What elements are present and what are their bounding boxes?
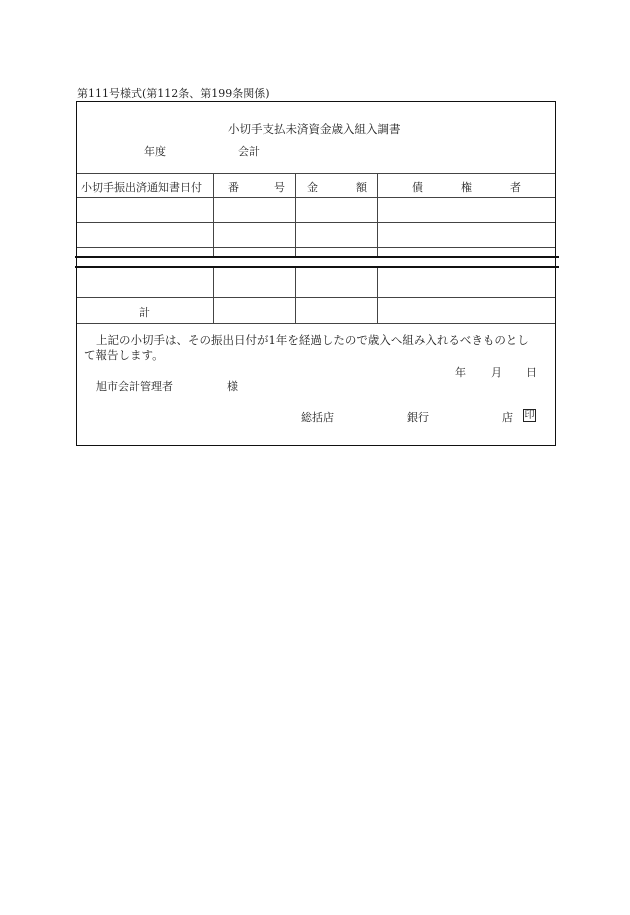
addressee-name: 旭市会計管理者 xyxy=(96,380,173,393)
header-creditor-3: 者 xyxy=(510,181,521,194)
branch-label: 店 xyxy=(502,411,513,424)
date-month-label: 月 xyxy=(491,366,502,379)
col-divider-1-lower xyxy=(213,268,214,323)
row-line-1 xyxy=(77,222,555,223)
table-break-line-upper xyxy=(75,256,559,258)
col-divider-3 xyxy=(377,173,378,256)
header-creditor-2: 権 xyxy=(461,181,472,194)
table-top-line xyxy=(77,173,555,174)
total-bottom-line xyxy=(77,323,555,324)
addressee-honorific: 様 xyxy=(227,380,238,393)
col-divider-1 xyxy=(213,173,214,256)
statement-line-1: 上記の小切手は、その振出日付が1年を経過したので歳入へ組み入れるべきものとし xyxy=(96,333,529,347)
date-day-label: 日 xyxy=(526,366,537,379)
bank-label: 銀行 xyxy=(407,411,429,424)
total-label: 計 xyxy=(139,306,150,319)
header-amount-1: 金 xyxy=(307,181,318,194)
header-amount-2: 額 xyxy=(356,181,367,194)
row-line-3 xyxy=(77,297,555,298)
account-label: 会計 xyxy=(238,145,260,158)
header-number-2: 号 xyxy=(274,181,285,194)
form-number: 第111号様式(第112条、第199条関係) xyxy=(77,87,270,100)
seal-mark: 印 xyxy=(524,410,535,421)
row-line-2 xyxy=(77,247,555,248)
header-date: 小切手振出済通知書日付 xyxy=(81,181,202,194)
col-divider-3-lower xyxy=(377,268,378,323)
date-year-label: 年 xyxy=(455,366,466,379)
document-title: 小切手支払未済資金歳入組入調書 xyxy=(228,122,401,136)
col-divider-2 xyxy=(295,173,296,256)
col-divider-2-lower xyxy=(295,268,296,323)
fiscal-year-label: 年度 xyxy=(144,145,166,158)
header-bottom-line xyxy=(77,197,555,198)
header-creditor-1: 債 xyxy=(412,181,423,194)
statement-line-2: て報告します。 xyxy=(84,348,164,362)
header-number-1: 番 xyxy=(228,181,239,194)
main-branch-label: 総括店 xyxy=(301,411,334,424)
form-container xyxy=(76,101,556,446)
table-break-line-lower xyxy=(75,266,559,268)
